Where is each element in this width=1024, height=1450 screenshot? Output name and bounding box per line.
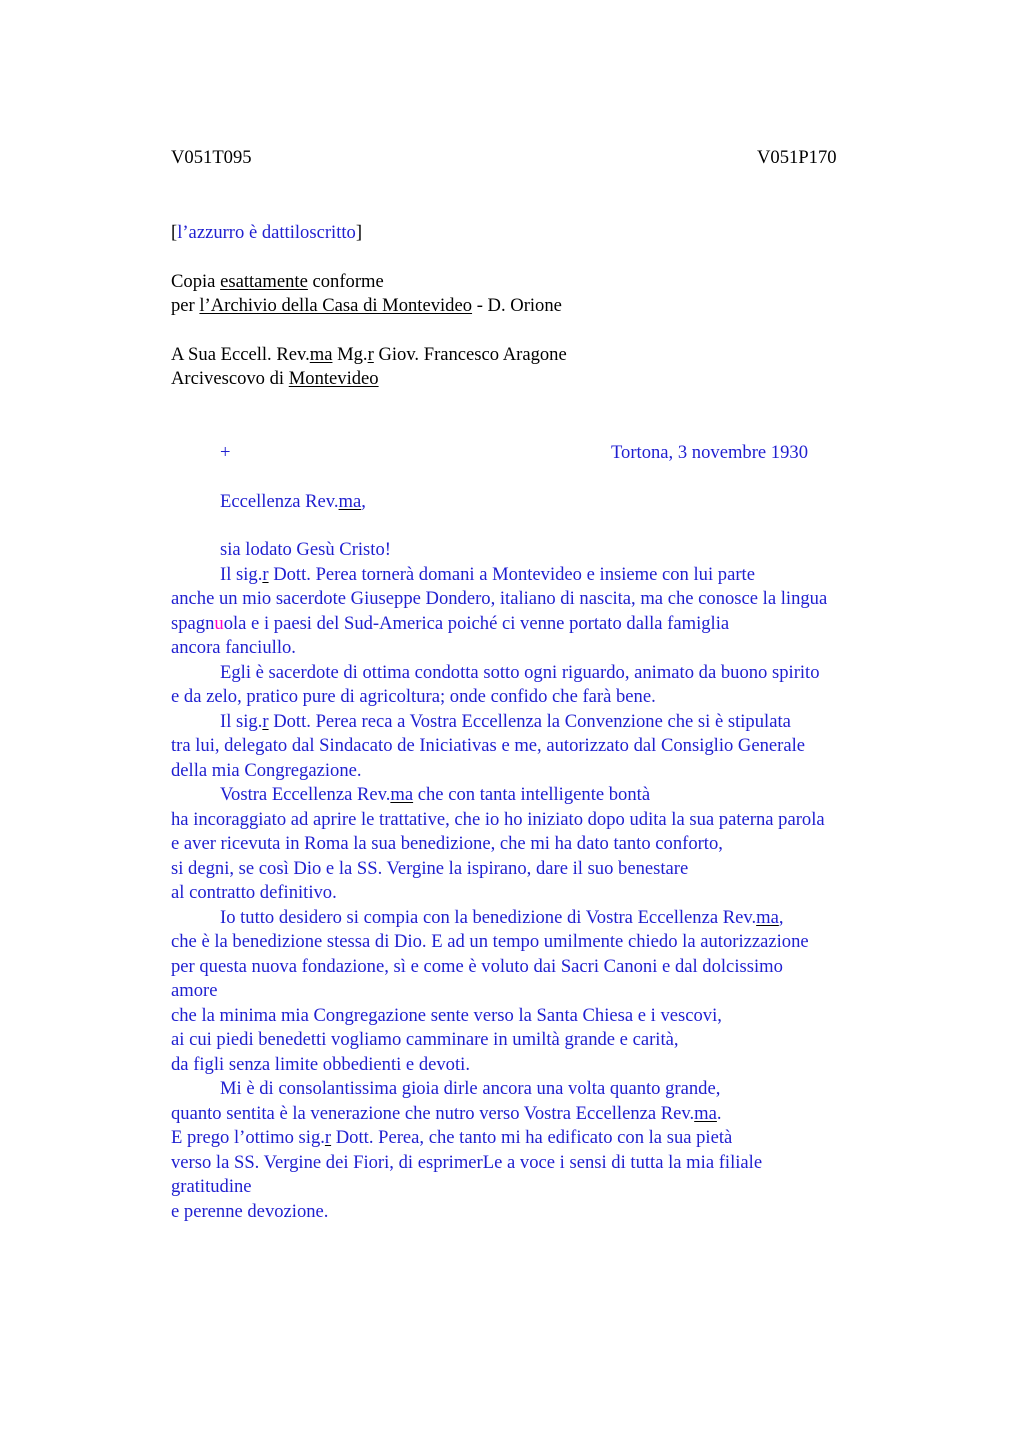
salutation-underlined: ma (338, 491, 362, 512)
body-line: gratitudine (171, 1176, 252, 1197)
right-code: V051P170 (757, 147, 837, 168)
body-line: Egli è sacerdote di ottima condotta sotto ogni riguardo, animato da buono spirito (220, 661, 820, 683)
body-line: Mi è di consolantissima gioia dirle ancora una volta quanto grande, (220, 1078, 721, 1099)
typed-note-text: l’azzurro è dattiloscritto (177, 222, 356, 243)
body-text: che con tanta intelligente bontà (413, 784, 651, 805)
body-line (171, 563, 931, 588)
bracket: ] (355, 222, 363, 243)
left-code: V051T095 (171, 147, 252, 168)
body-underlined: r (262, 710, 269, 732)
magenta-letter: u (214, 612, 224, 634)
copy-underlined: esattamente (220, 271, 308, 292)
copy-text: Copia (171, 271, 221, 292)
copy-text: conforme (307, 271, 384, 292)
body-text: ola e i paesi del Sud-America poiché ci venne portato dalla famiglia (223, 612, 730, 634)
body-line: ancora fanciullo. (171, 637, 296, 658)
body-underlined: ma (756, 906, 779, 928)
body-text: quanto sentita è la venerazione che nutro verso Vostra Eccellenza Rev. (171, 1102, 695, 1124)
addressee-underlined: Montevideo (288, 368, 379, 389)
body-line: si degni, se così Dio e la SS. Vergine la ispirano, dare il suo benestare (171, 857, 689, 879)
body-text: Io tutto desidero si compia con la benedizione di Vostra Eccellenza Rev. (220, 906, 757, 928)
body-line (171, 710, 931, 735)
body-line: da figli senza limite obbedienti e devoti. (171, 1053, 470, 1075)
body-line: e aver ricevuta in Roma la sua benedizione, che mi ha dato tanto conforto, (171, 833, 723, 854)
salutation-text: Eccellenza Rev. (220, 491, 339, 512)
body-text: . (716, 1102, 722, 1124)
body-underlined: ma (694, 1102, 717, 1124)
body-line: ai cui piedi benedetti vogliamo camminare in umiltà grande e carità, (171, 1029, 679, 1050)
body-line (171, 1102, 931, 1127)
body-text: spagn (171, 612, 215, 634)
body-line: che la minima mia Congregazione sente verso la Santa Chiesa e i vescovi, (171, 1004, 722, 1026)
body-text: E prego l’ottimo sig. (171, 1127, 325, 1148)
body-line (171, 612, 931, 637)
archive-underlined: l’Archivio della Casa di Montevideo (199, 295, 473, 316)
letter-body (171, 538, 931, 1224)
body-line: tra lui, delegato dal Sindacato de Iniciativas e me, autorizzato dal Consiglio Generale (171, 735, 806, 756)
addressee-text: A Sua Eccell. Rev. (171, 344, 310, 365)
body-text: , (778, 906, 784, 928)
addressee-underlined: r (367, 344, 374, 365)
body-line: verso la SS. Vergine dei Fiori, di esprimerLe a voce i sensi di tutta la mia filiale (171, 1151, 763, 1173)
body-line: ha incoraggiato ad aprire le trattative, che io ho iniziato dopo udita la sua paterna parola (171, 808, 825, 830)
body-text: Il sig. (220, 710, 263, 732)
body-underlined: r (324, 1127, 332, 1148)
salutation-text: , (361, 491, 366, 512)
salutation (220, 490, 366, 514)
body-text: Dott. Perea tornerà domani a Montevideo e insieme con lui parte (268, 563, 755, 585)
body-line (171, 906, 931, 931)
addressee-text: Mg. (332, 344, 368, 365)
body-line: e perenne devozione. (171, 1200, 329, 1222)
body-text: Dott. Perea, che tanto mi ha edificato con la sua pietà (331, 1127, 733, 1148)
copy-text: per (171, 295, 200, 316)
addressee-line-1 (171, 343, 567, 367)
body-text: Dott. Perea reca a Vostra Eccellenza la Convenzione che si è stipulata (268, 710, 791, 732)
body-line: anche un mio sacerdote Giuseppe Dondero, italiano di nascita, ma che conosce la lingua (171, 588, 828, 609)
addressee-text: Giov. Francesco Aragone (373, 344, 567, 365)
body-line (171, 783, 931, 808)
body-underlined: r (262, 563, 269, 585)
body-line (171, 1126, 931, 1151)
body-line: sia lodato Gesù Cristo! (220, 539, 391, 560)
copy-text: - D. Orione (472, 295, 562, 316)
addressee-line-2 (171, 367, 379, 391)
copy-line-2 (171, 294, 562, 318)
place-date: Tortona, 3 novembre 1930 (611, 442, 808, 463)
typed-note: [l’azzurro è dattiloscritto] (171, 222, 363, 243)
addressee-text: Arcivescovo di (171, 368, 289, 389)
body-text: Vostra Eccellenza Rev. (220, 784, 391, 805)
body-underlined: ma (390, 784, 414, 805)
body-line: per questa nuova fondazione, sì e come è voluto dai Sacri Canoni e dal dolcissimo (171, 955, 783, 977)
addressee-underlined: ma (309, 344, 333, 365)
cross-mark: + (220, 442, 231, 463)
body-line: amore (171, 980, 218, 1001)
body-text: Il sig. (220, 563, 263, 585)
copy-line-1 (171, 270, 384, 294)
body-line: e da zelo, pratico pure di agricoltura; onde confido che farà bene. (171, 686, 656, 707)
body-line: al contratto definitivo. (171, 882, 337, 903)
body-line: che è la benedizione stessa di Dio. E ad un tempo umilmente chiedo la autorizzazione (171, 931, 809, 952)
body-line: della mia Congregazione. (171, 759, 362, 781)
